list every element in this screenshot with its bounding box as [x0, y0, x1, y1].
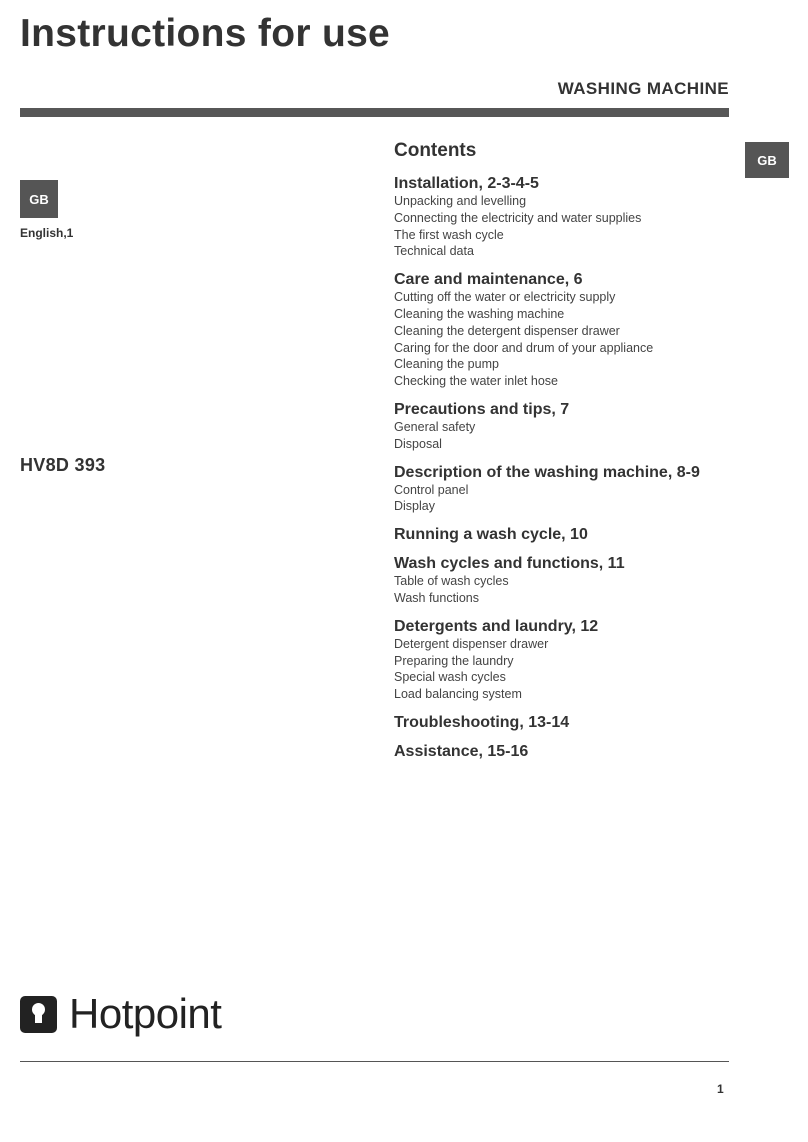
toc-item: Cleaning the detergent dispenser drawer: [394, 323, 620, 338]
toc-item: Connecting the electricity and water supplies: [394, 210, 642, 225]
language-label: English,1: [20, 226, 74, 240]
toc-item: Preparing the laundry: [394, 653, 514, 668]
toc-section-title: Description of the washing machine, 8-9: [394, 463, 700, 481]
toc-section: [394, 174, 734, 260]
model-number: HV8D 393: [20, 455, 106, 475]
toc-item: General safety: [394, 419, 476, 434]
toc-item: Cleaning the pump: [394, 357, 499, 372]
brand-name: Hotpoint: [69, 990, 222, 1037]
toc-item-list: [394, 636, 734, 703]
toc-section-title: Installation, 2-3-4-5: [394, 175, 539, 192]
page-number: 1: [717, 1082, 724, 1096]
toc-section-title: Wash cycles and functions, 11: [394, 555, 625, 573]
toc-item-list: [394, 193, 734, 260]
language-tab: GB: [745, 142, 789, 178]
toc-section: [394, 463, 734, 516]
toc-item: Display: [394, 499, 435, 514]
hotpoint-logo-icon: [20, 996, 57, 1033]
toc-item: Cutting off the water or electricity supply: [394, 290, 616, 305]
toc-item-list: [394, 573, 734, 607]
toc-section-title: Precautions and tips, 7: [394, 400, 570, 418]
header-rule: [20, 108, 729, 117]
toc-item: Technical data: [394, 244, 474, 259]
page-title: Instructions for use: [20, 12, 391, 55]
toc-item: Checking the water inlet hose: [394, 374, 558, 389]
toc-item: Wash functions: [394, 590, 479, 605]
toc-sections: [394, 174, 734, 761]
toc-section: [394, 617, 734, 703]
toc-item: Unpacking and levelling: [394, 194, 527, 208]
toc-item: Detergent dispenser drawer: [394, 636, 549, 651]
toc-item: Load balancing system: [394, 687, 522, 702]
contents-heading: Contents: [394, 140, 477, 161]
toc-item: Table of wash cycles: [394, 574, 509, 589]
toc-section: [394, 713, 734, 732]
toc-section-title: Care and maintenance, 6: [394, 271, 583, 289]
toc-section: [394, 270, 734, 390]
toc-item-list: [394, 482, 734, 516]
toc-section-title: Troubleshooting, 13-14: [394, 713, 570, 731]
toc-section-title: Assistance, 15-16: [394, 742, 529, 760]
document-subtitle: WASHING MACHINE: [557, 79, 729, 98]
toc-section: [394, 525, 734, 544]
toc-item: Control panel: [394, 482, 469, 497]
brand-logo: [20, 992, 221, 1036]
toc-section: [394, 554, 734, 607]
toc-section: [394, 400, 734, 453]
toc-item: Disposal: [394, 436, 442, 451]
language-badge: GB: [20, 180, 58, 218]
toc-section-title: Detergents and laundry, 12: [394, 617, 599, 635]
toc-item-list: [394, 289, 734, 390]
toc-item: Cleaning the washing machine: [394, 306, 565, 321]
toc-section-title: Running a wash cycle, 10: [394, 526, 588, 544]
table-of-contents: [394, 139, 734, 771]
footer-rule: [20, 1061, 729, 1062]
toc-item: Caring for the door and drum of your appliance: [394, 340, 654, 355]
toc-item-list: [394, 419, 734, 453]
toc-item: The first wash cycle: [394, 227, 504, 242]
toc-section: [394, 742, 734, 761]
toc-item: Special wash cycles: [394, 670, 506, 685]
